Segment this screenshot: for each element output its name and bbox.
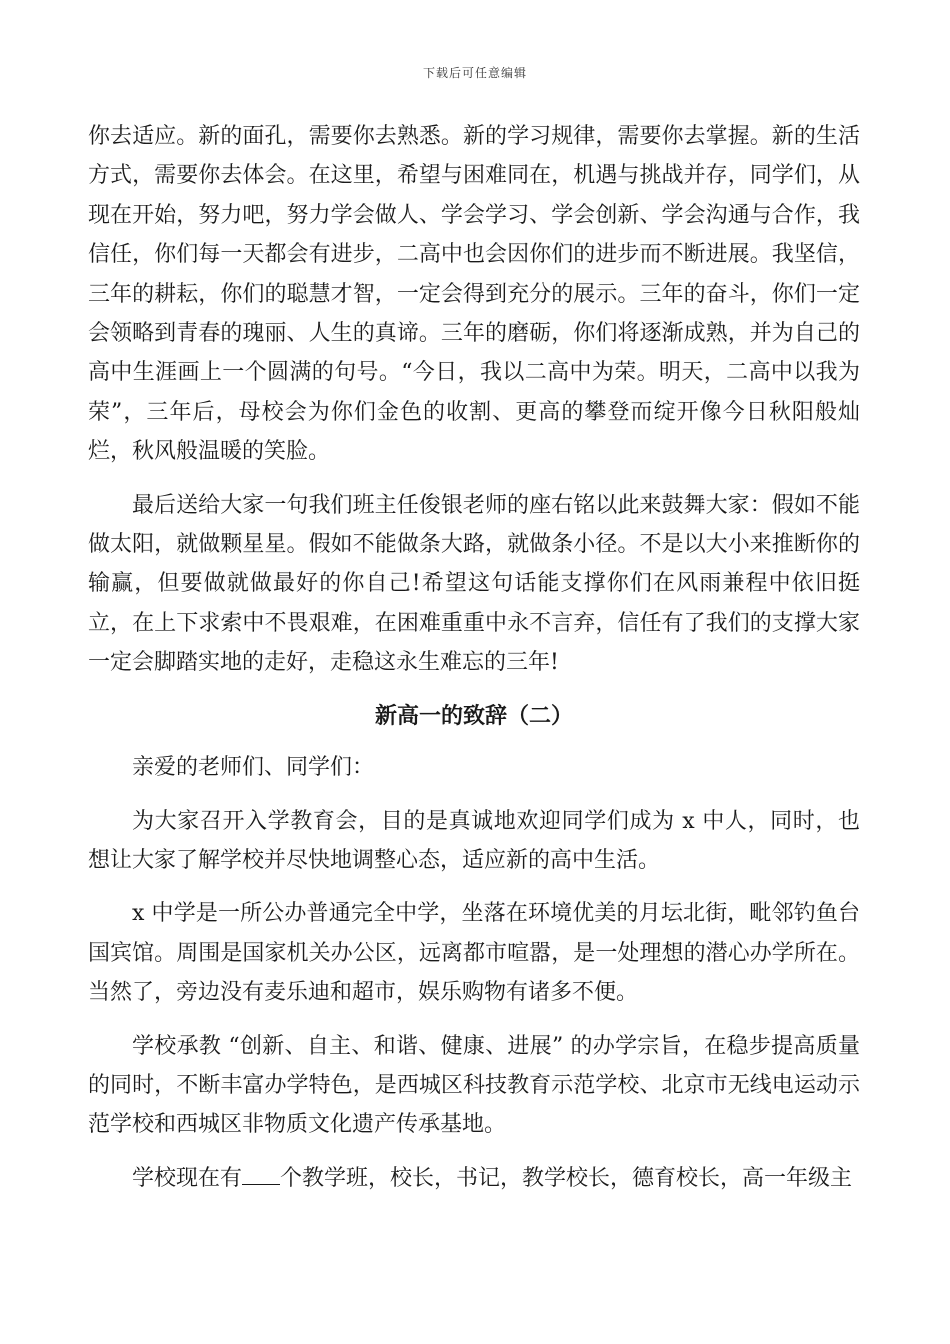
paragraph-6: 学校承教 “创新、自主、和谐、健康、进展” 的办学宗旨，在稳步提高质量的同时，不断丰富办学特色，是西城区科技教育示范学校、北京市无线电运动示范学校和西城区非物质文化遗产传承基地。 [88,1033,860,1138]
paragraph-5: x 中学是一所公办普通完全中学，坐落在环境优美的月坛北街，毗邻钓鱼台国宾馆。周围是国家机关办公区，远离都市喧嚣，是一处理想的潜心办学所在。当然了，旁边没有麦乐迪和超市，娱乐购物有诸多不便。 [88,901,860,1006]
paragraph-1: 你去适应。新的面孔，需要你去熟悉。新的学习规律，需要你去掌握。新的生活方式，需要你去体会。在这里，希望与困难同在，机遇与挑战并存，同学们，从现在开始，努力吧，努力学会做人、学会学习、学会创新、学会沟通与合作，我信任，你们每一天都会有进步，二高中也会因你们的进步而不断进展。我坚信，三年的耕耘，你们的聪慧才智，一定会得到充分的展示。三年的奋斗，你们一定会领略到青春的瑰丽、人生的真谛。三年的磨砺，你们将逐渐成熟，并为自己的高中生涯画上一个圆满的句号。“今日，我以二高中为荣。明天，二高中以我为荣”，三年后，母校会为你们金色的收割、更高的攀登而绽开像今日秋阳般灿烂，秋风般温暖的笑脸。 [88,124,860,465]
header-note: 下载后可任意编辑 [422,66,527,80]
paragraph-2: 最后送给大家一句我们班主任俊银老师的座右铭以此来鼓舞大家：假如不能做太阳，就做颗星星。假如不能做条大路，就做条小径。不是以大小来推断你的输赢，但要做就做最好的你自己!希望这句话能支撑你们在风雨兼程中依旧挺立，在上下求索中不畏艰难，在困难重重中永不言弃，信任有了我们的支撑大家一定会脚踏实地的走好，走稳这永生难忘的三年! [88,492,860,676]
paragraph-7-start: 学校现在有 [132,1165,243,1191]
paragraph-7 [88,1159,860,1198]
paragraph-4: 为大家召开入学教育会，目的是真诚地欢迎同学们成为 x 中人，同时，也想让大家了解学校并尽快地调整心态，适应新的高中生活。 [88,808,860,873]
fill-in-blank [242,1162,280,1185]
paragraph-7-end: 个教学班，校长，书记，教学校长，德育校长，高一年级主 [280,1165,853,1191]
document-body [88,117,860,1212]
section-title: 新高一的致辞（二） [374,702,573,729]
paragraph-salutation: 亲爱的老师们、同学们： [132,755,375,781]
